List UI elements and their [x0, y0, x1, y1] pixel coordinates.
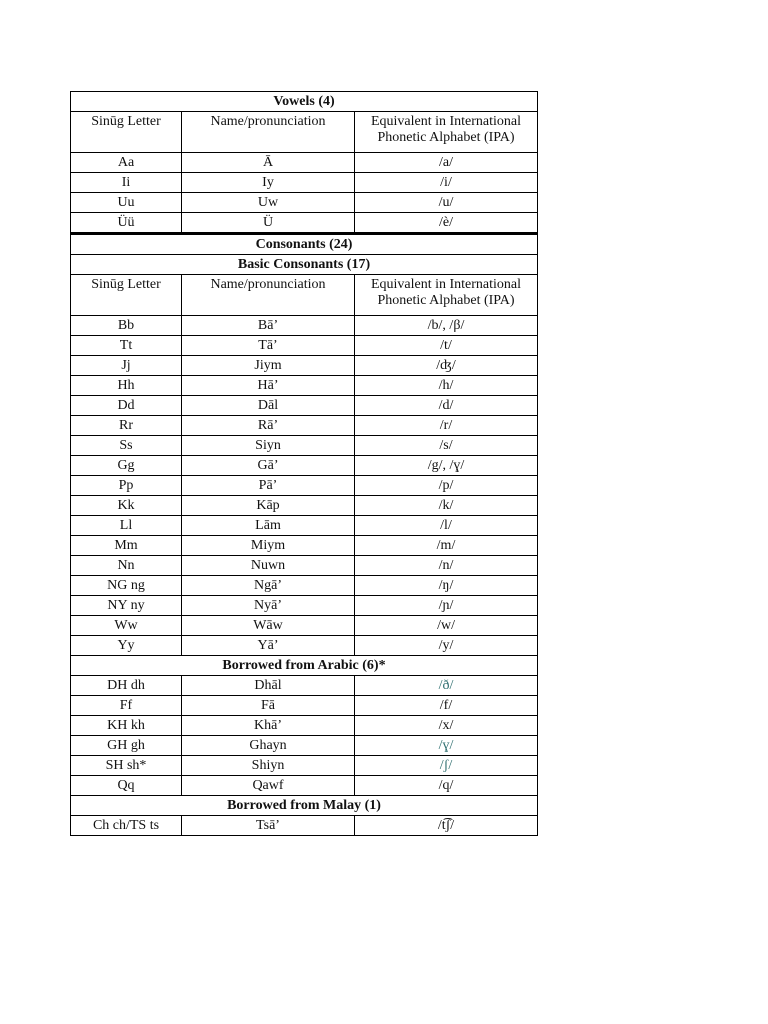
name-cell: Fā — [182, 696, 355, 716]
malay-section-row — [71, 796, 538, 816]
name-cell: Lām — [182, 516, 355, 536]
ipa-cell: /k/ — [355, 496, 538, 516]
letter-cell: DH dh — [71, 676, 182, 696]
ipa-cell: /u/ — [355, 193, 538, 213]
name-cell: Iy — [182, 173, 355, 193]
ipa-cell: /t͡ʃ/ — [355, 816, 538, 836]
table-row — [71, 173, 538, 193]
letter-cell: NY ny — [71, 596, 182, 616]
ipa-cell: /t/ — [355, 336, 538, 356]
basic-consonants-section-row — [71, 255, 538, 275]
consonants-title: Consonants (24) — [71, 234, 538, 255]
table-row — [71, 696, 538, 716]
ipa-cell: /a/ — [355, 153, 538, 173]
name-cell: Siyn — [182, 436, 355, 456]
letter-cell: Tt — [71, 336, 182, 356]
name-cell: Yā’ — [182, 636, 355, 656]
name-cell: Ghayn — [182, 736, 355, 756]
table-row — [71, 316, 538, 336]
letter-cell: Nn — [71, 556, 182, 576]
consonants-column-header-row — [71, 275, 538, 316]
name-cell: Uw — [182, 193, 355, 213]
arabic-title: Borrowed from Arabic (6)* — [71, 656, 538, 676]
arabic-section-row — [71, 656, 538, 676]
table-row — [71, 416, 538, 436]
ipa-cell: /r/ — [355, 416, 538, 436]
vowels-title: Vowels (4) — [71, 92, 538, 112]
name-cell: Tsā’ — [182, 816, 355, 836]
ipa-cell: /ɣ/ — [355, 736, 538, 756]
name-cell: Kāp — [182, 496, 355, 516]
name-cell: Ngā’ — [182, 576, 355, 596]
letter-cell: Bb — [71, 316, 182, 336]
letter-cell: Jj — [71, 356, 182, 376]
name-cell: Qawf — [182, 776, 355, 796]
ipa-cell: /ʃ/ — [355, 756, 538, 776]
ipa-cell: /i/ — [355, 173, 538, 193]
vowels-column-header-row — [71, 112, 538, 153]
table-row — [71, 536, 538, 556]
col-header-ipa: Equivalent in International Phonetic Alphabet (IPA) — [355, 112, 538, 153]
name-cell: Wāw — [182, 616, 355, 636]
name-cell: Nuwn — [182, 556, 355, 576]
ipa-cell: /ŋ/ — [355, 576, 538, 596]
col-header-letter: Sinūg Letter — [71, 112, 182, 153]
ipa-cell: /y/ — [355, 636, 538, 656]
name-cell: Bā’ — [182, 316, 355, 336]
table-row — [71, 756, 538, 776]
letter-cell: Mm — [71, 536, 182, 556]
letter-cell: Üü — [71, 213, 182, 234]
name-cell: Rā’ — [182, 416, 355, 436]
table-row — [71, 676, 538, 696]
table-row — [71, 456, 538, 476]
table-row — [71, 193, 538, 213]
table-row — [71, 576, 538, 596]
col-header-name: Name/pronunciation — [182, 112, 355, 153]
table-row — [71, 516, 538, 536]
table-row — [71, 496, 538, 516]
name-cell: Jiym — [182, 356, 355, 376]
letter-cell: Yy — [71, 636, 182, 656]
table-row — [71, 336, 538, 356]
col-header-name: Name/pronunciation — [182, 275, 355, 316]
letter-cell: GH gh — [71, 736, 182, 756]
name-cell: Dāl — [182, 396, 355, 416]
ipa-cell: /s/ — [355, 436, 538, 456]
alphabet-table — [70, 91, 538, 836]
ipa-cell: /b/, /β/ — [355, 316, 538, 336]
table-row — [71, 556, 538, 576]
name-cell: Pā’ — [182, 476, 355, 496]
ipa-cell: /w/ — [355, 616, 538, 636]
letter-cell: Qq — [71, 776, 182, 796]
letter-cell: KH kh — [71, 716, 182, 736]
ipa-cell: /h/ — [355, 376, 538, 396]
name-cell: Miym — [182, 536, 355, 556]
ipa-cell: /è/ — [355, 213, 538, 234]
table-row — [71, 476, 538, 496]
letter-cell: Hh — [71, 376, 182, 396]
ipa-cell: /g/, /ɣ/ — [355, 456, 538, 476]
ipa-cell: /ʤ/ — [355, 356, 538, 376]
col-header-letter: Sinūg Letter — [71, 275, 182, 316]
table-row — [71, 616, 538, 636]
ipa-cell: /p/ — [355, 476, 538, 496]
letter-cell: Ll — [71, 516, 182, 536]
table-row — [71, 436, 538, 456]
letter-cell: Aa — [71, 153, 182, 173]
table-row — [71, 356, 538, 376]
letter-cell: Uu — [71, 193, 182, 213]
letter-cell: Ii — [71, 173, 182, 193]
letter-cell: Ff — [71, 696, 182, 716]
table-row — [71, 376, 538, 396]
letter-cell: Ss — [71, 436, 182, 456]
name-cell: Tā’ — [182, 336, 355, 356]
ipa-cell: /l/ — [355, 516, 538, 536]
ipa-cell: /m/ — [355, 536, 538, 556]
name-cell: Khā’ — [182, 716, 355, 736]
table-row — [71, 736, 538, 756]
ipa-cell: /ð/ — [355, 676, 538, 696]
letter-cell: Kk — [71, 496, 182, 516]
name-cell: Shiyn — [182, 756, 355, 776]
letter-cell: Gg — [71, 456, 182, 476]
ipa-cell: /n/ — [355, 556, 538, 576]
name-cell: Dhāl — [182, 676, 355, 696]
letter-cell: Ch ch/TS ts — [71, 816, 182, 836]
table-row — [71, 213, 538, 234]
letter-cell: Dd — [71, 396, 182, 416]
name-cell: Nyā’ — [182, 596, 355, 616]
letter-cell: Rr — [71, 416, 182, 436]
name-cell: Hā’ — [182, 376, 355, 396]
vowels-section-row — [71, 92, 538, 112]
col-header-ipa: Equivalent in International Phonetic Alphabet (IPA) — [355, 275, 538, 316]
ipa-cell: /f/ — [355, 696, 538, 716]
ipa-cell: /ɲ/ — [355, 596, 538, 616]
letter-cell: Pp — [71, 476, 182, 496]
table-row — [71, 153, 538, 173]
table-row — [71, 636, 538, 656]
table-row — [71, 816, 538, 836]
name-cell: Ü — [182, 213, 355, 234]
letter-cell: NG ng — [71, 576, 182, 596]
basic-consonants-title: Basic Consonants (17) — [71, 255, 538, 275]
table-row — [71, 776, 538, 796]
ipa-cell: /q/ — [355, 776, 538, 796]
letter-cell: SH sh* — [71, 756, 182, 776]
ipa-cell: /x/ — [355, 716, 538, 736]
ipa-cell: /d/ — [355, 396, 538, 416]
letter-cell: Ww — [71, 616, 182, 636]
table-row — [71, 596, 538, 616]
name-cell: Ā — [182, 153, 355, 173]
name-cell: Gā’ — [182, 456, 355, 476]
consonants-section-row — [71, 234, 538, 255]
table-row — [71, 396, 538, 416]
malay-title: Borrowed from Malay (1) — [71, 796, 538, 816]
table-row — [71, 716, 538, 736]
